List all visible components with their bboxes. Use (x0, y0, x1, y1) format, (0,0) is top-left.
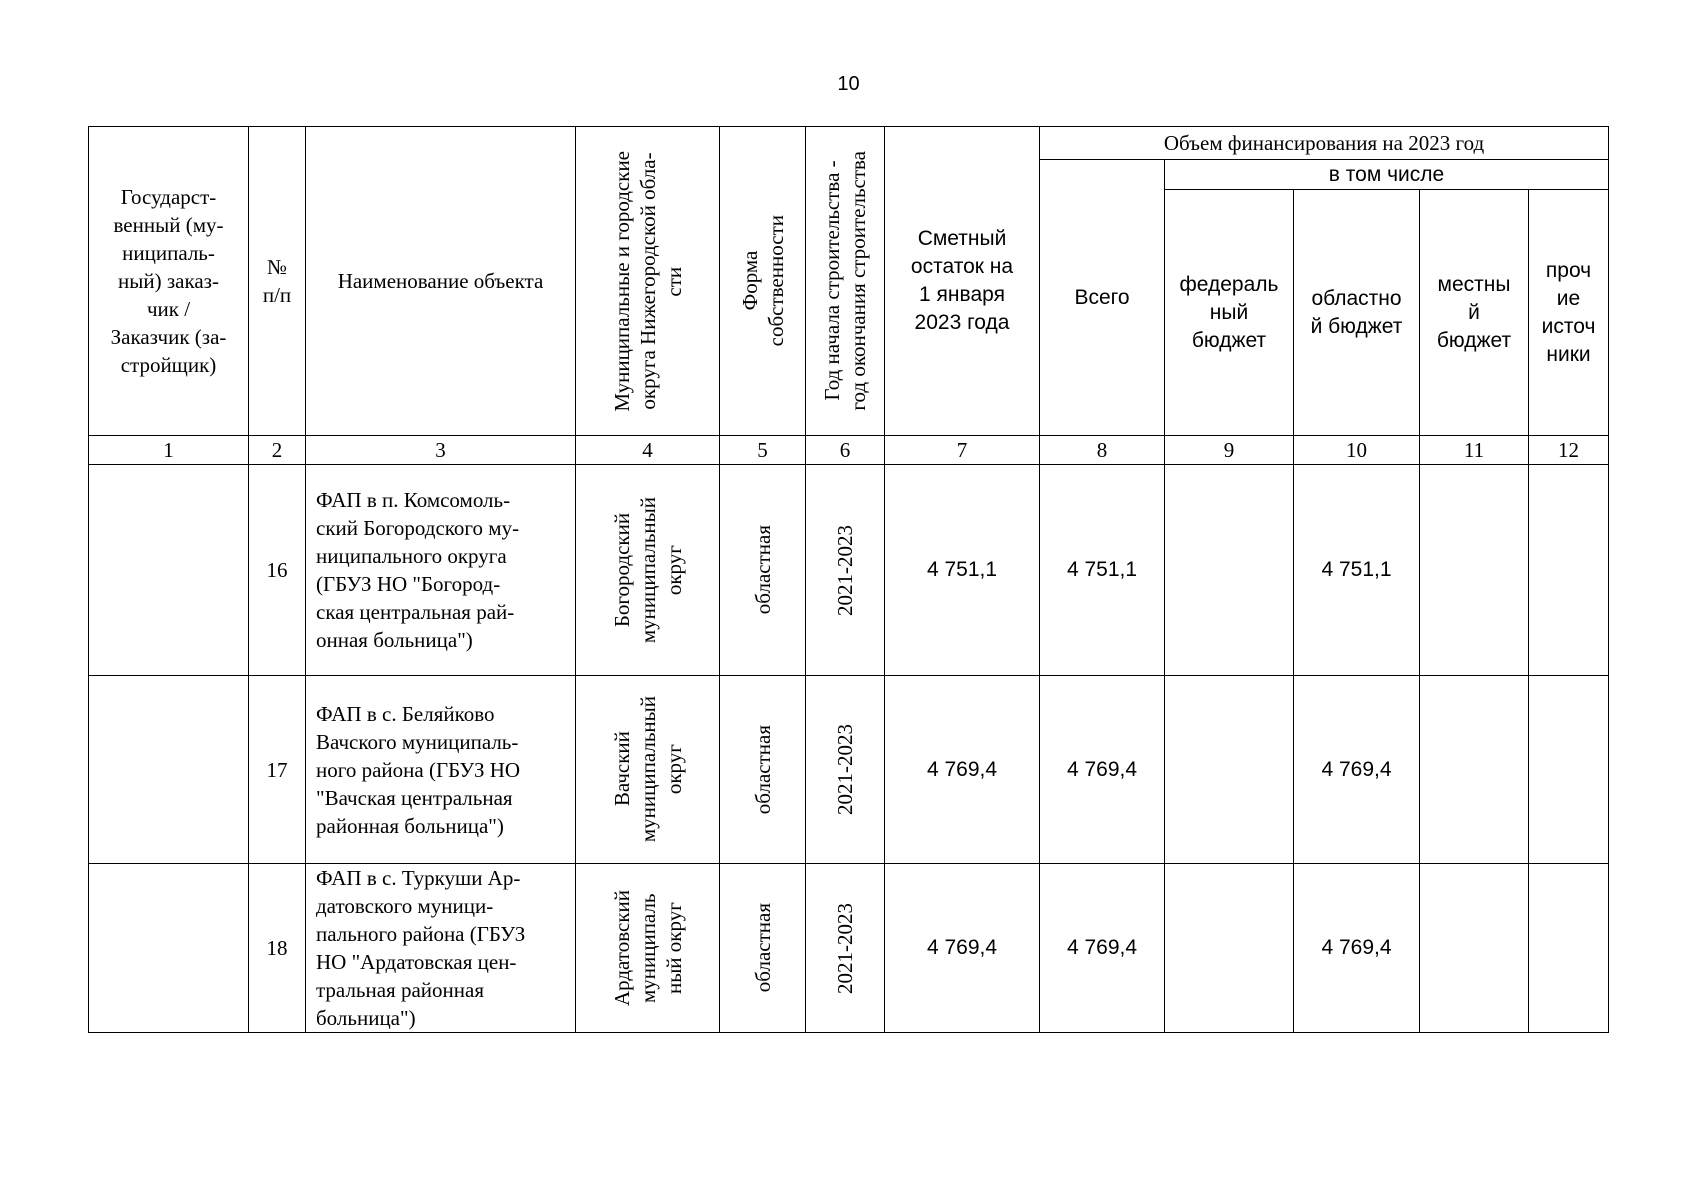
cell-ownership (720, 465, 806, 676)
column-number: 2 (249, 436, 306, 465)
cell-municipality (576, 465, 720, 676)
cell-regional: 4 769,4 (1294, 864, 1420, 1033)
header-row-no: № п/п (249, 127, 306, 436)
cell-federal (1165, 676, 1294, 864)
cell-other (1529, 676, 1609, 864)
cell-estimate: 4 751,1 (885, 465, 1040, 676)
table-row (89, 864, 1609, 1033)
column-number: 4 (576, 436, 720, 465)
cell-municipality-text: Вачский муниципальный округ (609, 696, 686, 843)
column-number: 5 (720, 436, 806, 465)
cell-customer (89, 465, 249, 676)
cell-years-text: 2021-2023 (833, 724, 857, 815)
cell-estimate: 4 769,4 (885, 864, 1040, 1033)
cell-federal (1165, 465, 1294, 676)
cell-regional: 4 769,4 (1294, 676, 1420, 864)
header-ownership-text: Форма собственности (737, 215, 788, 347)
column-number: 3 (306, 436, 576, 465)
column-number: 7 (885, 436, 1040, 465)
header-estimate-remainder: Сметный остаток на 1 января 2023 года (885, 127, 1040, 436)
cell-ownership-text: областная (750, 903, 775, 993)
header-including: в том числе (1165, 160, 1609, 190)
column-number: 11 (1420, 436, 1529, 465)
table-row (89, 465, 1609, 676)
column-number: 10 (1294, 436, 1420, 465)
header-municipality (576, 127, 720, 436)
cell-local (1420, 676, 1529, 864)
cell-federal (1165, 864, 1294, 1033)
column-number: 9 (1165, 436, 1294, 465)
header-customer: Государст- венный (му- ниципаль- ный) заказ- чик / Заказчик (за- стройщик) (89, 127, 249, 436)
cell-estimate: 4 769,4 (885, 676, 1040, 864)
cell-other (1529, 465, 1609, 676)
cell-municipality-text: Богородский муниципальный округ (609, 496, 686, 644)
cell-years (806, 465, 885, 676)
cell-object-name: ФАП в п. Комсомоль- ский Богородского му- ниципального округа (ГБУЗ НО "Богород- ская центральная рай- онная больница") (306, 465, 576, 676)
cell-customer (89, 676, 249, 864)
header-years-text: Год начала строительства - год окончания строительства (820, 151, 870, 411)
page-number: 10 (837, 73, 860, 95)
cell-row-no: 18 (249, 864, 306, 1033)
table-row (89, 676, 1609, 864)
cell-other (1529, 864, 1609, 1033)
column-number: 1 (89, 436, 249, 465)
column-number: 6 (806, 436, 885, 465)
cell-ownership-text: областная (750, 724, 775, 815)
cell-ownership-text: областная (750, 525, 775, 615)
header-local: местны й бюджет (1420, 190, 1529, 436)
cell-row-no: 16 (249, 465, 306, 676)
header-total: Всего (1040, 160, 1165, 436)
cell-years (806, 864, 885, 1033)
cell-ownership (720, 676, 806, 864)
cell-years-text: 2021-2023 (833, 902, 857, 994)
cell-local (1420, 465, 1529, 676)
cell-total: 4 769,4 (1040, 864, 1165, 1033)
cell-municipality (576, 676, 720, 864)
header-ownership (720, 127, 806, 436)
column-number: 8 (1040, 436, 1165, 465)
cell-ownership (720, 864, 806, 1033)
cell-total: 4 751,1 (1040, 465, 1165, 676)
cell-municipality (576, 864, 720, 1033)
header-object-name: Наименование объекта (306, 127, 576, 436)
header-funding-group: Объем финансирования на 2023 год (1040, 127, 1609, 160)
cell-object-name: ФАП в с. Беляйково Вачского муниципаль- ного района (ГБУЗ НО "Вачская центральная районная больница") (306, 676, 576, 864)
header-municipality-text: Муниципальные и городские округа Нижегородской обла- сти (609, 150, 686, 412)
cell-row-no: 17 (249, 676, 306, 864)
cell-regional: 4 751,1 (1294, 465, 1420, 676)
header-other: проч ие источ ники (1529, 190, 1609, 436)
column-number: 12 (1529, 436, 1609, 465)
header-regional: областно й бюджет (1294, 190, 1420, 436)
cell-years (806, 676, 885, 864)
cell-total: 4 769,4 (1040, 676, 1165, 864)
cell-local (1420, 864, 1529, 1033)
cell-customer (89, 864, 249, 1033)
cell-years-text: 2021-2023 (833, 524, 857, 616)
cell-object-name: ФАП в с. Туркуши Ар- датовского муници- пального района (ГБУЗ НО "Ардатовская цен- тральная районная больница") (306, 864, 576, 1033)
cell-municipality-text: Ардатовский муниципаль ный округ (609, 889, 686, 1007)
header-federal: федераль ный бюджет (1165, 190, 1294, 436)
header-years (806, 127, 885, 436)
funding-table (88, 126, 1609, 1033)
